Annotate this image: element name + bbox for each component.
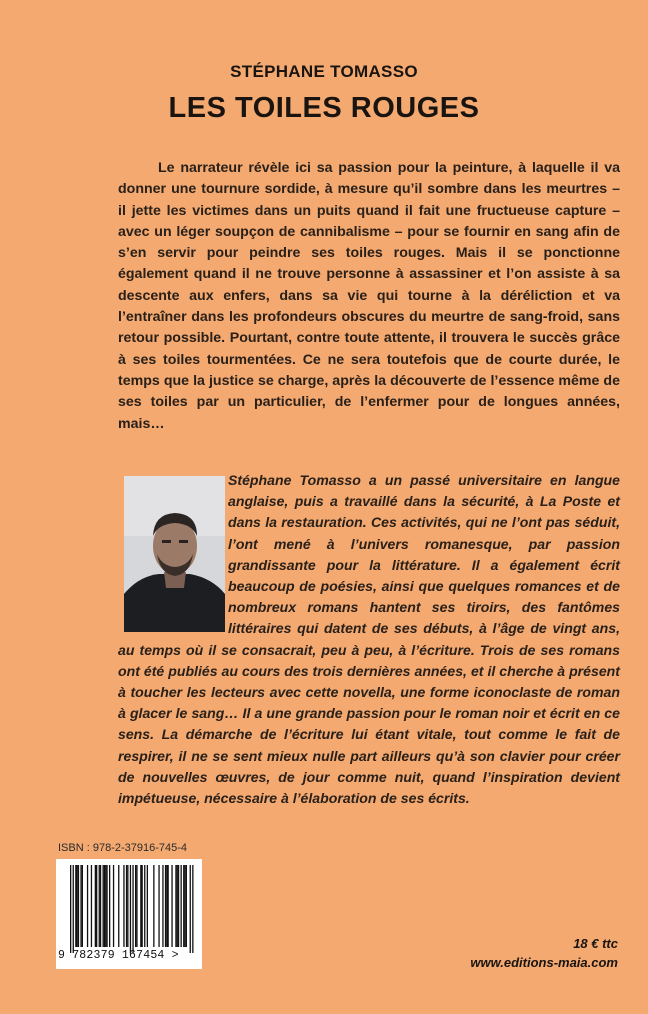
barcode-bar [113,865,114,947]
barcode-bar [77,865,78,947]
barcode-bar [78,865,79,947]
barcode-bar [104,865,105,947]
barcode-bar [100,865,101,947]
publisher-website: www.editions-maia.com [470,955,618,970]
barcode-bar [82,865,83,947]
barcode-bar [130,865,131,953]
barcode-bar [166,865,167,947]
bio-text: Stéphane Tomasso a un passé universitaire en langue anglaise, puis a travaillé dans la sécurité, à La Poste et dans la restauration. Ces activités, qui ne l’ont pas séduit, l’ont mené à l’univers romanesque, par passion grandissante pour la littérature. Il a également écrit beaucoup de poésies, ainsi que quelques romances et de nombreux romans hantent ses tiroirs, des fantômes littéraires qui datent de ses débuts, à l’âge de vingt ans, au temps où il se consacrait, peu à peu, à l’écriture. Trois de ses romans ont été publiés au cours des trois dernières années, et il cherche à présent à toucher les lecteurs avec cette novella, une forme iconoclaste de roman à glacer le sang… Il a une grande passion pour le roman noir et écrit en ce sens. La démarche de l’écriture lui étant vitale, tout comme le fait de respirer, il ne se sent mieux nulle part ailleurs qu’à son clavier pour créer de nouvelles œuvres, de jour comme nuit, quand l’inspiration devient impétueuse, nécessaire à l’élaboration de ses écrits. [118,472,620,807]
barcode-bar [178,865,179,947]
barcode-bar [144,865,145,947]
barcode-bar [118,865,119,947]
barcode-bar [96,865,97,947]
barcode-bar [70,865,71,953]
barcode-bar [158,865,159,947]
barcode [56,859,202,969]
barcode-bar [181,865,182,947]
barcode-bar [183,865,184,947]
barcode-bar [95,865,96,947]
barcode-bar [109,865,110,947]
author-bio [118,470,620,809]
barcode-bar [75,865,76,947]
barcode-bar [165,865,166,947]
barcode-bar [177,865,178,947]
barcode-bar [126,865,127,947]
barcode-bar [186,865,187,947]
price-label: 18 € ttc [573,936,618,951]
barcode-bar [147,865,148,947]
barcode-bar [123,865,124,947]
barcode-bar [168,865,169,947]
photo-spacer [118,470,228,638]
barcode-bar [171,865,172,947]
barcode-bar [142,865,143,947]
barcode-bar [140,865,141,947]
barcode-bar [136,865,137,947]
barcode-bar [127,865,128,947]
barcode-bar [103,865,104,947]
barcode-bar [175,865,176,947]
barcode-bar [153,865,154,947]
barcode-bar [80,865,81,947]
barcode-bar [192,865,193,953]
barcode-bar [105,865,106,947]
barcode-bar [87,865,88,947]
barcode-bar [135,865,136,947]
barcode-digits: 9 782379 167454 > [58,949,179,962]
barcode-bar [184,865,185,947]
barcode-bar [162,865,163,947]
book-title: LES TOILES ROUGES [168,92,480,124]
barcode-bar [73,865,74,953]
barcode-bar [99,865,100,947]
author-name: STÉPHANE TOMASSO [230,62,418,81]
barcode-bar [106,865,107,947]
barcode-bar [91,865,92,947]
synopsis-paragraph: Le narrateur révèle ici sa passion pour la peinture, à laquelle il va donner une tournure sordide, à mesure qu’il sombre dans les meurtres – il jette les victimes dans un puits quand il fait une fructueuse capture – avec un léger soupçon de cannibalisme – pour se fournir en sang afin de s’en servir pour peindre ses toiles rouges. Mais il se ponctionne également quand il ne trouve personne à assassiner et l’on assiste à sa descente aux enfers, dans sa vie qui tourne à la déréliction et va l’entraîner dans les profondeurs obscures du meurtre de sang-froid, sans retour possible. Pourtant, contre toute attente, il trouvera le succès grâce à ses toiles tourmentées. Ce ne sera toutefois que de courte durée, le temps que la justice se charge, après la découverte de l’essence même de ses toiles par un particulier, de l’enfermer pour de longues années, mais… [118,160,620,432]
isbn-label: ISBN : 978-2-37916-745-4 [58,842,188,854]
barcode-bar [190,865,191,953]
barcode-bar [132,865,133,953]
